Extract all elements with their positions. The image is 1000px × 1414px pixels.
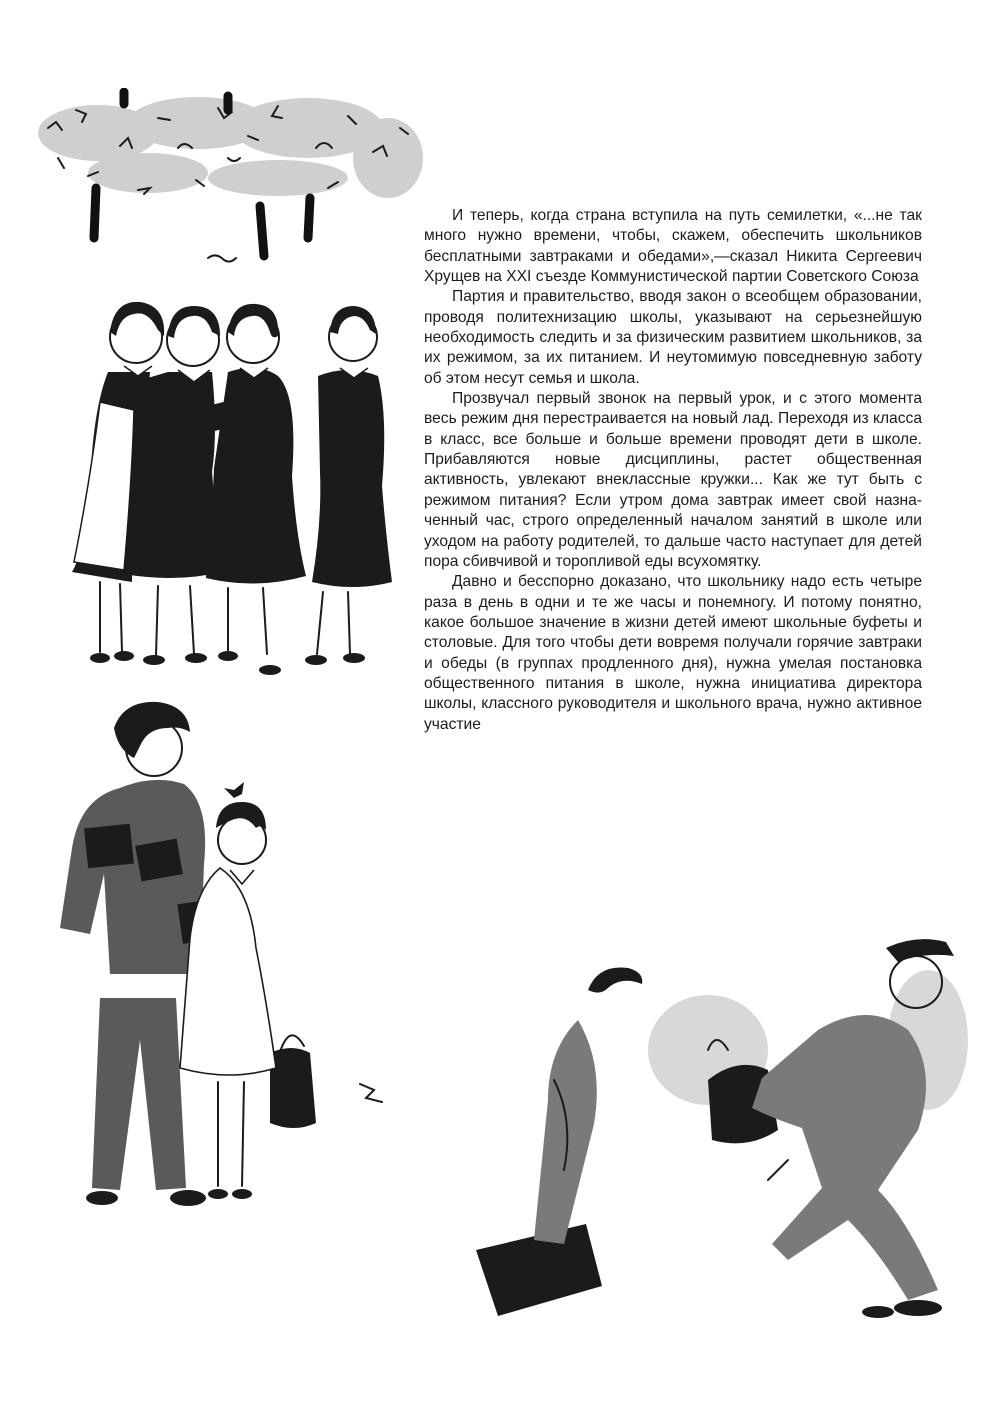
boy-and-girl-illustration: [30, 698, 410, 1218]
article-text: [424, 206, 922, 735]
paragraph-3: Прозвучал первый звонок на первый урок, и с этого момента весь режим дня перестраивается на новый лад. Переходя из класса в класс, все больше и больше времени проводят дети в школе. Прибавляются новые дисциплины, растет общественная активность, увлекают внеклассные кружки... Как же тут быть с режимом питания? Если утром дома завтрак имеет свой назначенный час, строго определенный началом занятий в школе или уходом на работу родителей, то дальше часто наступает для детей пора сбивчивой и торопливой еды всухомятку.: [424, 390, 922, 570]
running-children-illustration: [458, 920, 978, 1330]
tree-foliage-illustration: [28, 88, 428, 278]
paragraph-4: Давно и бесспорно доказано, что школьнику надо есть четыре раза в день в одни и те же часы и понемногу. И потому понятно, какое большое значение в жизни детей имеют школьные буфеты и столовые. Для того чтобы дети вовремя получали горячие завтраки и обеды (в группах продленного дня), нужна умелая постановка общественного питания в школе, нужна инициатива директора школы, классного руководителя и школьного врача, нужно активное участие: [424, 573, 922, 733]
four-schoolgirls-illustration: [48, 292, 418, 692]
paragraph-1: И теперь, когда страна вступила на путь семилетки, «...не так много нужно времени, чтобы, скажем, обеспечить школьников бесплатными завтраками и обедами»,—сказал Никита Сергеевич Хрущев на XXI съезде Коммунистической партии Советского Союза: [424, 207, 922, 286]
paragraph-2: Партия и правительство, вводя закон о всеобщем образовании, проводя политехнизацию школы, указывают на серьезнейшую необходимость следить и за физическим развитием школьников, за их режимом, за их питанием. И неутомимую повседневную заботу об этом несут семья и школа.: [424, 288, 922, 387]
